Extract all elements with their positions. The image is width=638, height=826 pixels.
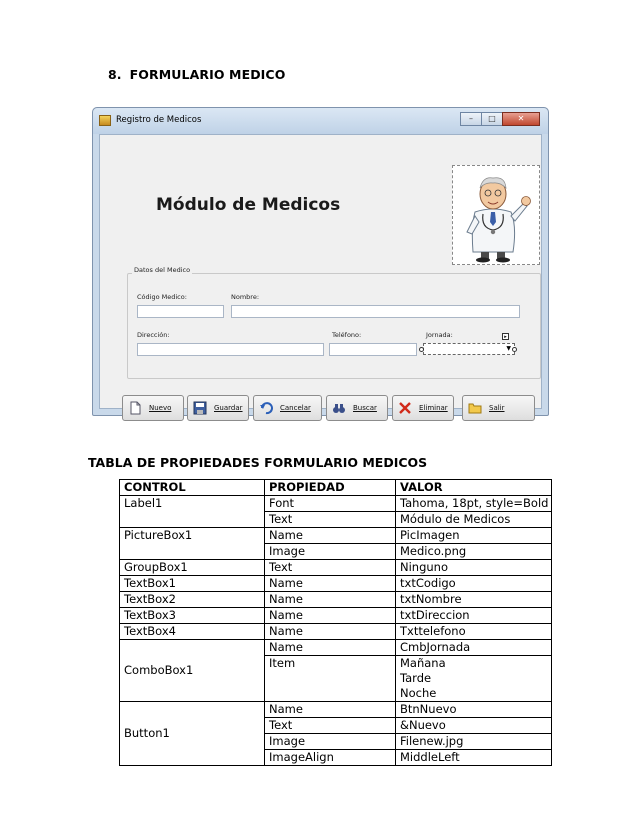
cell-propiedad: Name xyxy=(265,528,396,544)
cell-valor: BtnNuevo xyxy=(396,702,552,718)
form-client-area xyxy=(99,134,542,412)
cell-valor-list xyxy=(396,656,552,702)
cell-propiedad: Name xyxy=(265,640,396,656)
cell-control: TextBox2 xyxy=(120,592,265,608)
buscar-button[interactable] xyxy=(326,395,388,421)
cell-propiedad: Font xyxy=(265,496,396,512)
doctor-cartoon-icon xyxy=(453,166,539,264)
salir-button-label: Salir xyxy=(489,404,505,412)
label-jornada: Jornada: xyxy=(426,331,453,339)
groupbox-datos-medico xyxy=(127,273,541,379)
cell-propiedad: Name xyxy=(265,576,396,592)
guardar-button[interactable] xyxy=(187,395,249,421)
cell-control: Button1 xyxy=(120,702,265,766)
cell-valor: txtCodigo xyxy=(396,576,552,592)
table-heading: TABLA DE PROPIEDADES FORMULARIO MEDICOS xyxy=(88,455,428,470)
cell-propiedad: Image xyxy=(265,544,396,560)
cell-control: ComboBox1 xyxy=(120,640,265,702)
binoculars-icon xyxy=(332,401,346,415)
cell-valor: txtDireccion xyxy=(396,608,552,624)
resize-handle-right[interactable] xyxy=(512,347,517,352)
cancelar-button[interactable] xyxy=(253,395,322,421)
cell-valor: &Nuevo xyxy=(396,718,552,734)
maximize-button[interactable]: □ xyxy=(481,112,503,126)
cell-propiedad: Text xyxy=(265,560,396,576)
buscar-button-label: Buscar xyxy=(353,404,377,412)
delete-x-icon xyxy=(398,401,412,415)
telefono-textbox[interactable] xyxy=(329,343,417,356)
eliminar-button[interactable] xyxy=(392,395,454,421)
cell-valor: Ninguno xyxy=(396,560,552,576)
smart-tag-icon[interactable]: ▸ xyxy=(502,333,509,340)
section-heading xyxy=(108,67,285,82)
nuevo-button-label: Nuevo xyxy=(149,404,172,412)
nombre-textbox[interactable] xyxy=(231,305,520,318)
cell-propiedad: Name xyxy=(265,624,396,640)
cell-control: PictureBox1 xyxy=(120,528,265,560)
close-button[interactable]: ✕ xyxy=(502,112,540,126)
cell-control: GroupBox1 xyxy=(120,560,265,576)
doctor-picture xyxy=(452,165,540,265)
item-value: Noche xyxy=(400,686,437,700)
direccion-textbox[interactable] xyxy=(137,343,324,356)
cell-valor: Filenew.jpg xyxy=(396,734,552,750)
properties-table xyxy=(119,479,552,766)
salir-button[interactable] xyxy=(462,395,535,421)
section-number: 8. xyxy=(108,67,122,82)
resize-handle-left[interactable] xyxy=(419,347,424,352)
minimize-button[interactable]: – xyxy=(460,112,482,126)
table-row xyxy=(120,592,552,608)
jornada-combobox[interactable] xyxy=(423,343,515,355)
header-propiedad: PROPIEDAD xyxy=(265,480,396,496)
header-control: CONTROL xyxy=(120,480,265,496)
codigo-textbox[interactable] xyxy=(137,305,224,318)
cell-propiedad: Name xyxy=(265,608,396,624)
table-row xyxy=(120,624,552,640)
header-valor: VALOR xyxy=(396,480,552,496)
form-window xyxy=(92,107,549,416)
cell-propiedad: ImageAlign xyxy=(265,750,396,766)
cell-propiedad: Image xyxy=(265,734,396,750)
cell-control: Label1 xyxy=(120,496,265,528)
nuevo-button[interactable] xyxy=(122,395,184,421)
undo-icon xyxy=(259,401,273,415)
new-file-icon xyxy=(128,401,142,415)
window-controls xyxy=(461,112,540,126)
label-direccion: Dirección: xyxy=(137,331,170,339)
label-nombre: Nombre: xyxy=(231,293,260,301)
cell-valor: PicImagen xyxy=(396,528,552,544)
app-icon xyxy=(99,115,111,126)
table-row xyxy=(120,608,552,624)
cell-valor: Txttelefono xyxy=(396,624,552,640)
cell-propiedad: Text xyxy=(265,512,396,528)
table-row xyxy=(120,560,552,576)
cell-valor: Módulo de Medicos xyxy=(396,512,552,528)
table-header-row xyxy=(120,480,552,496)
label-telefono: Teléfono: xyxy=(332,331,362,339)
item-value: Tarde xyxy=(400,671,432,685)
cell-valor: CmbJornada xyxy=(396,640,552,656)
cancelar-button-label: Cancelar xyxy=(280,404,311,412)
folder-icon xyxy=(468,401,482,415)
save-icon xyxy=(193,401,207,415)
cell-control: TextBox1 xyxy=(120,576,265,592)
cell-control: TextBox3 xyxy=(120,608,265,624)
eliminar-button-label: Eliminar xyxy=(419,404,448,412)
module-title: Módulo de Medicos xyxy=(156,195,341,215)
cell-valor: Tahoma, 18pt, style=Bold xyxy=(396,496,552,512)
cell-propiedad: Name xyxy=(265,592,396,608)
cell-propiedad: Item xyxy=(265,656,396,702)
window-titlebar[interactable] xyxy=(93,108,548,134)
section-title: FORMULARIO MEDICO xyxy=(129,67,286,82)
cell-valor: txtNombre xyxy=(396,592,552,608)
groupbox-caption: Datos del Medico xyxy=(134,266,191,274)
combo-dropdown-arrow-icon[interactable]: ▼ xyxy=(506,345,511,352)
item-value: Mañana xyxy=(400,656,446,670)
window-title: Registro de Medicos xyxy=(116,115,202,125)
cell-propiedad: Text xyxy=(265,718,396,734)
guardar-button-label: Guardar xyxy=(214,404,243,412)
cell-valor: MiddleLeft xyxy=(396,750,552,766)
table-row xyxy=(120,528,552,544)
table-row xyxy=(120,640,552,656)
table-row xyxy=(120,576,552,592)
table-row xyxy=(120,496,552,512)
cell-control: TextBox4 xyxy=(120,624,265,640)
table-row xyxy=(120,702,552,718)
label-codigo: Código Medico: xyxy=(137,293,187,301)
cell-valor: Medico.png xyxy=(396,544,552,560)
cell-propiedad: Name xyxy=(265,702,396,718)
